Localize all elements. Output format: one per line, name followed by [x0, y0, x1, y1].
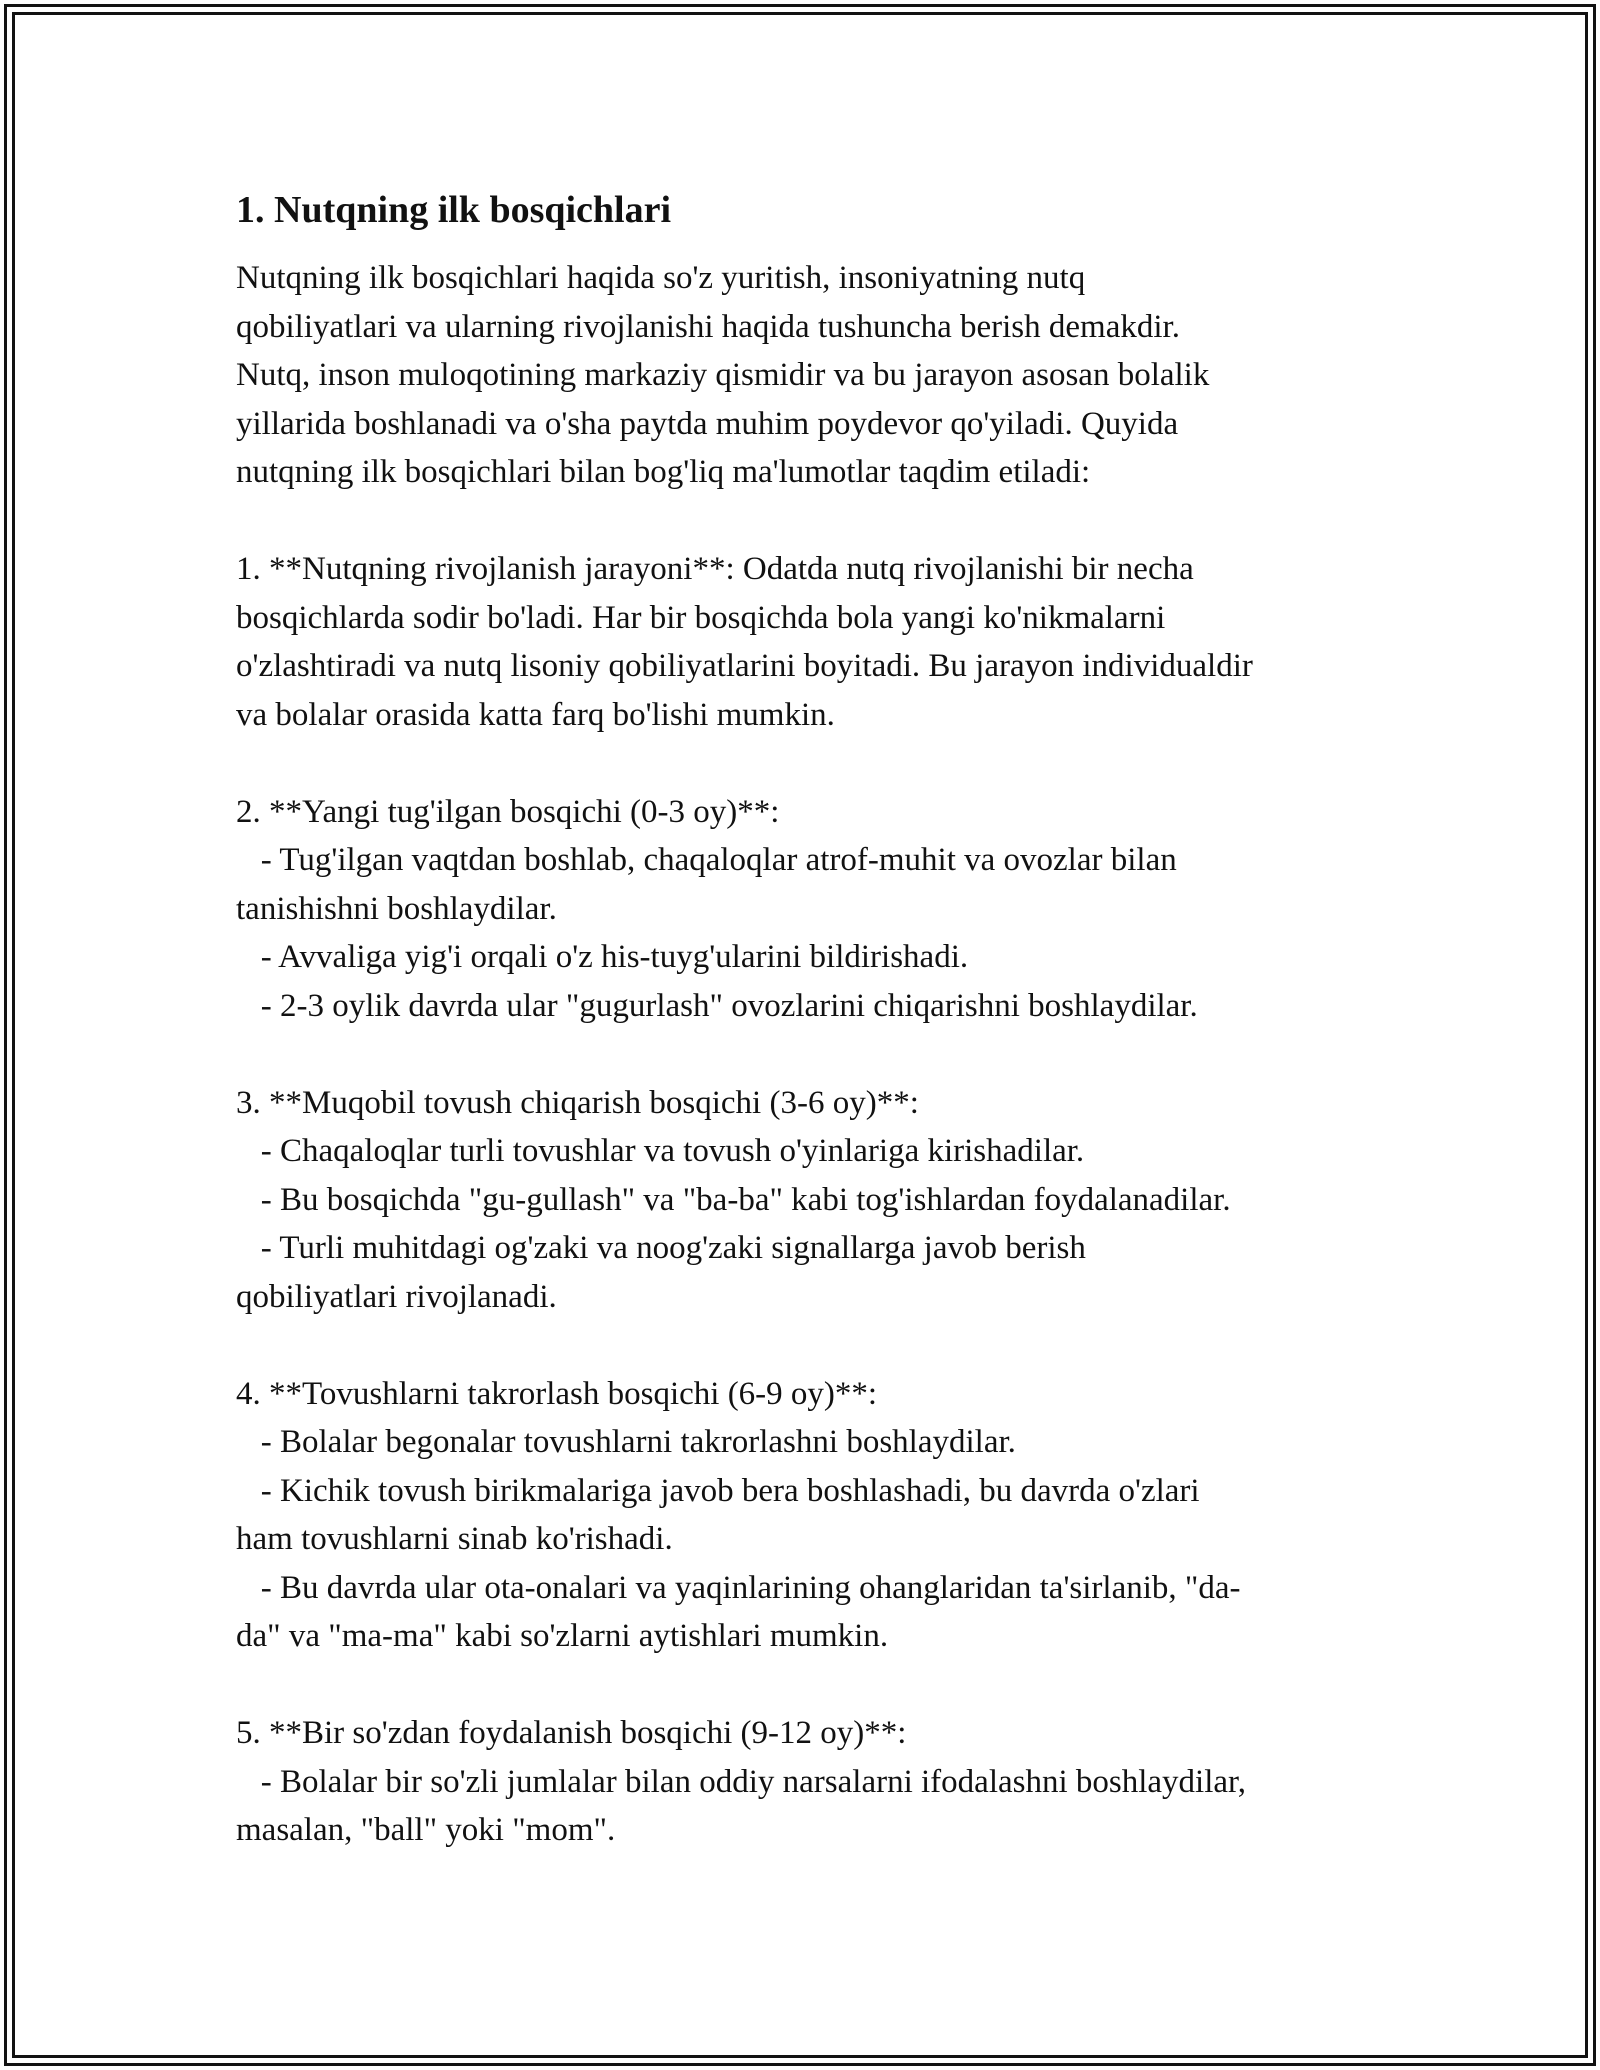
section-body: Nutqning ilk bosqichlari haqida so'z yuritish, insoniyatning nutq qobiliyatlari va ularning rivojlanishi haqida tushuncha berish demakdir. Nutq, inson muloqotining markaziy qismidir va bu jarayon asosan bolalik yillarida boshlanadi va o'sha paytda muhim poydevor qo'yiladi. Quyida nutqning ilk bosqichlari bilan bog'liq ma'lumotlar taqdim etiladi: 1. **Nutqning rivojlanish jarayoni**: Odatda nutq rivojlanishi bir necha bosqichlarda sodir bo'ladi. Har bir bosqichda bola yangi ko'nikmalarni o'zlashtiradi va nutq lisoniy qobiliyatlarini boyitadi. Bu jarayon individualdir va bolalar orasida katta farq bo'lishi mumkin. 2. **Yangi tug'ilgan bosqichi (0-3 oy)**: - Tug'ilgan vaqtdan boshlab, chaqaloqlar atrof-muhit va ovozlar bilan tanishishni boshlaydilar. - Avvaliga yig'i orqali o'z his-tuyg'ularini bildirishadi. - 2-3 oylik davrda ular "gugurlash" ovozlarini chiqarishni boshlaydilar. 3. **Muqobil tovush chiqarish bosqichi (3-6 oy)**: - Chaqaloqlar turli tovushlar va tovush o'yinlariga kirishadilar. - Bu bosqichda "gu-gullash" va "ba-ba" kabi tog'ishlardan foydalanadilar. - Turli muhitdagi og'zaki va noog'zaki signallarga javob berish qobiliyatlari rivojlanadi. 4. **Tovushlarni takrorlash bosqichi (6-9 oy)**: - Bolalar begonalar tovushlarni takrorlashni boshlaydilar. - Kichik tovush birikmalariga javob bera boshlashadi, bu davrda o'zlari ham tovushlarni sinab ko'rishadi. - Bu davrda ular ota-onalari va yaqinlarining ohanglaridan ta'sirlanib, "da- da" va "ma-ma" kabi so'zlarni aytishlari mumkin. 5. **Bir so'zdan foydalanish bosqichi (9-12 oy)**: - Bolalar bir so'zli jumlalar bilan oddiy narsalarni ifodalashni boshlaydilar, masalan, "ball" yoki "mom".	[236, 260, 1253, 1848]
section-heading: 1. Nutqning ilk bosqichlari	[236, 189, 672, 231]
document-content	[236, 186, 1376, 1855]
